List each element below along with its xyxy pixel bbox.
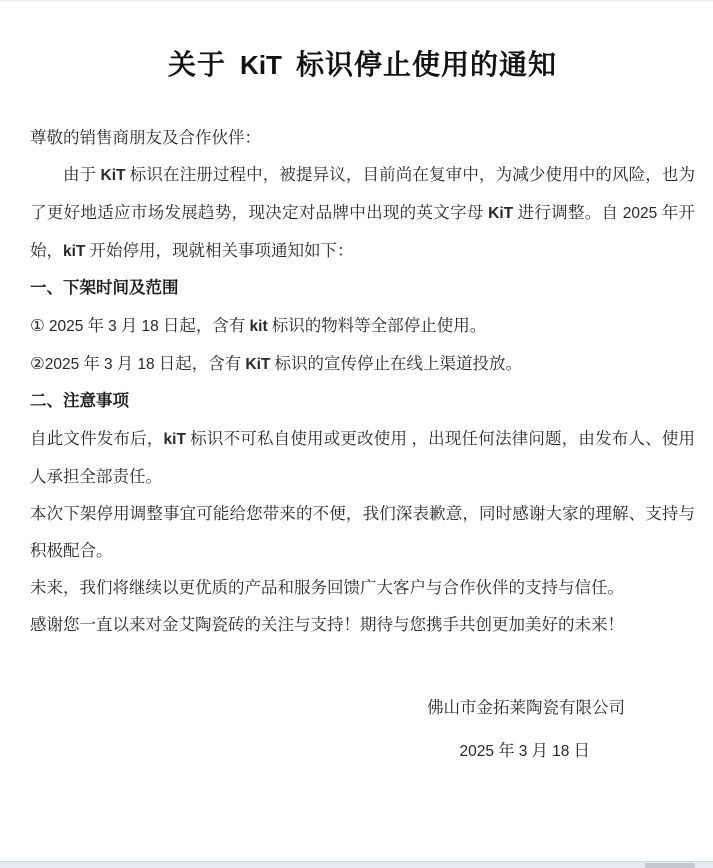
notice-paragraph-4: 感谢您一直以来对金艾陶瓷砖的关注与支持！期待与您携手共创更加美好的未来！	[30, 615, 624, 634]
section-1-item-2: ②2025 年 3 月 18 日起，含有 KiT 标识的宣传停止在线上渠道投放。	[30, 354, 522, 373]
section-1-item-1: ① 2025 年 3 月 18 日起，含有 kit 标识的物料等全部停止使用。	[30, 316, 487, 335]
signature-block	[30, 689, 695, 770]
section-1-heading: 一、下架时间及范围	[30, 279, 179, 297]
document-body	[30, 119, 695, 770]
section-2-heading: 二、注意事项	[30, 392, 129, 410]
signature-company: 佛山市金拓莱陶瓷有限公司	[427, 698, 625, 717]
signature-date: 2025 年 3 月 18 日	[459, 741, 590, 760]
greeting-line: 尊敬的销售商朋友及合作伙伴：	[30, 128, 261, 147]
notice-paragraph-1: 自此文件发布后，kiT 标识不可私自使用或更改使用 ，出现任何法律问题，由发布人、使用人承担全部责任。	[30, 429, 696, 486]
notice-document	[0, 1, 713, 770]
intro-paragraph: 由于 KiT 标识在注册过程中，被提异议，目前尚在复审中，为减少使用中的风险，也为了更好地适应市场发展趋势，现决定对品牌中出现的英文字母 KiT 进行调整。自 2025 年开始，kiT 开始停用，现就相关事项通知如下：	[30, 165, 696, 260]
scrollbar-thumb[interactable]	[645, 863, 695, 868]
notice-paragraph-2: 本次下架停用调整事宜可能给您带来的不便，我们深表歉意，同时感谢大家的理解、支持与积极配合。	[30, 504, 695, 560]
page-title: 关于 KiT 标识停止使用的通知	[168, 50, 557, 81]
notice-paragraph-3: 未来，我们将继续以更优质的产品和服务回馈广大客户与合作伙伴的支持与信任。	[30, 578, 624, 597]
horizontal-scrollbar[interactable]	[0, 861, 713, 868]
